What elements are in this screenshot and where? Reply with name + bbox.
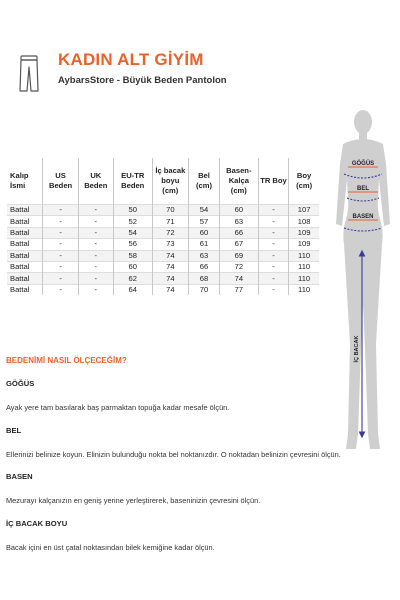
- col-header-hip: Basen-Kalça (cm): [219, 158, 258, 205]
- table-cell: 57: [189, 216, 220, 227]
- table-row: [7, 261, 319, 272]
- measurement-guide: [6, 356, 394, 565]
- table-cell: 60: [219, 205, 258, 216]
- table-cell: -: [78, 227, 113, 238]
- table-cell: -: [78, 284, 113, 295]
- guide-section-waist: [6, 426, 394, 461]
- table-cell: 73: [152, 239, 189, 250]
- table-row: [7, 216, 319, 227]
- table-cell: -: [43, 205, 78, 216]
- guide-section-inseam: [6, 519, 394, 554]
- table-cell: -: [43, 227, 78, 238]
- table-cell: 67: [219, 239, 258, 250]
- table-cell: 66: [219, 227, 258, 238]
- table-cell: 58: [113, 250, 152, 261]
- table-cell: 70: [189, 284, 220, 295]
- table-cell: Battal: [7, 205, 43, 216]
- guide-text: Bacak içini en üst çatal noktasından bilek kemiğine kadar ölçün.: [6, 542, 215, 552]
- table-cell: Battal: [7, 261, 43, 272]
- table-cell: 56: [113, 239, 152, 250]
- guide-heading: BASEN: [6, 472, 33, 481]
- svg-text:GÖĞÜS: GÖĞÜS: [351, 161, 375, 167]
- page-title: KADIN ALT GİYİM: [58, 50, 204, 69]
- table-cell: 109: [289, 227, 319, 238]
- table-cell: 63: [219, 216, 258, 227]
- table-cell: 71: [152, 216, 189, 227]
- table-cell: 60: [113, 261, 152, 272]
- table-cell: 110: [289, 261, 319, 272]
- table-row: [7, 239, 319, 250]
- pants-icon: [18, 55, 40, 93]
- table-cell: -: [43, 284, 78, 295]
- col-header-waist: Bel (cm): [189, 158, 220, 205]
- table-row: [7, 250, 319, 261]
- table-cell: 74: [152, 284, 189, 295]
- table-cell: 54: [189, 205, 220, 216]
- table-cell: 109: [289, 239, 319, 250]
- table-cell: Battal: [7, 273, 43, 284]
- table-cell: 63: [189, 250, 220, 261]
- table-cell: 77: [219, 284, 258, 295]
- table-cell: -: [78, 216, 113, 227]
- table-cell: -: [43, 273, 78, 284]
- guide-heading: GÖĞÜS: [6, 379, 35, 388]
- col-header-tr-height: TR Boy: [258, 158, 288, 205]
- table-cell: -: [43, 239, 78, 250]
- table-cell: -: [258, 227, 288, 238]
- table-cell: Battal: [7, 216, 43, 227]
- page-subtitle: AybarsStore - Büyük Beden Pantolon: [58, 75, 227, 86]
- table-cell: -: [78, 261, 113, 272]
- size-chart-table: [7, 158, 319, 295]
- table-cell: -: [78, 239, 113, 250]
- col-header-pattern: Kalıp İsmi: [7, 158, 43, 205]
- table-cell: -: [78, 205, 113, 216]
- table-cell: 74: [152, 261, 189, 272]
- table-row: [7, 284, 319, 295]
- table-row: [7, 227, 319, 238]
- page-header: [18, 50, 388, 94]
- table-cell: 110: [289, 284, 319, 295]
- table-cell: -: [43, 261, 78, 272]
- table-cell: 110: [289, 250, 319, 261]
- table-cell: -: [258, 273, 288, 284]
- guide-section-hip: [6, 472, 394, 507]
- chest-label: [348, 159, 378, 167]
- table-cell: 108: [289, 216, 319, 227]
- table-cell: 54: [113, 227, 152, 238]
- table-cell: 64: [113, 284, 152, 295]
- table-row: [7, 273, 319, 284]
- table-cell: Battal: [7, 227, 43, 238]
- table-cell: -: [258, 284, 288, 295]
- svg-text:BEL: BEL: [357, 186, 369, 192]
- table-cell: 68: [189, 273, 220, 284]
- guide-text: Ellerinizi belinize koyun. Elinizin bulunduğu nokta bel noktanızdır. O noktadan belinizin çevresini ölçün.: [6, 449, 341, 459]
- guide-section-chest: [6, 379, 394, 414]
- table-cell: 72: [152, 227, 189, 238]
- table-cell: -: [258, 239, 288, 250]
- col-header-inseam: İç bacak boyu (cm): [152, 158, 189, 205]
- col-header-uk: UK Beden: [78, 158, 113, 205]
- table-cell: 61: [189, 239, 220, 250]
- table-cell: -: [258, 261, 288, 272]
- table-header-row: [7, 158, 319, 205]
- col-header-eu-tr: EU-TR Beden: [113, 158, 152, 205]
- col-header-us: US Beden: [43, 158, 78, 205]
- table-cell: 110: [289, 273, 319, 284]
- table-cell: Battal: [7, 250, 43, 261]
- hip-label: [348, 214, 378, 220]
- guide-heading: BEL: [6, 425, 22, 435]
- table-cell: 74: [152, 250, 189, 261]
- table-cell: -: [43, 250, 78, 261]
- table-cell: 72: [219, 261, 258, 272]
- table-cell: -: [43, 216, 78, 227]
- table-cell: -: [78, 273, 113, 284]
- table-cell: 66: [189, 261, 220, 272]
- svg-text:BASEN: BASEN: [352, 214, 374, 220]
- table-cell: -: [78, 250, 113, 261]
- inseam-label: İÇ BACAK: [354, 335, 360, 363]
- table-cell: -: [258, 216, 288, 227]
- guide-title: BEDENİMİ NASIL ÖLÇECEĞİM?: [6, 356, 127, 365]
- table-cell: -: [258, 205, 288, 216]
- table-cell: 60: [189, 227, 220, 238]
- guide-text: Ayak yere tam basılarak baş parmaktan topuğa kadar mesafe ölçün.: [6, 403, 230, 412]
- table-row: [7, 205, 319, 216]
- table-cell: 74: [219, 273, 258, 284]
- table-cell: 107: [289, 205, 319, 216]
- table-cell: Battal: [7, 284, 43, 295]
- table-cell: 62: [113, 273, 152, 284]
- table-cell: 69: [219, 250, 258, 261]
- guide-text: Mezurayı kalçanızın en geniş yerine yerleştirerek, baseninizin çevresini ölçün.: [6, 496, 261, 505]
- table-cell: 74: [152, 273, 189, 284]
- guide-heading: İÇ BACAK BOYU: [6, 518, 68, 528]
- table-cell: Battal: [7, 239, 43, 250]
- table-cell: 70: [152, 205, 189, 216]
- col-header-height: Boy (cm): [296, 171, 313, 190]
- table-cell: -: [258, 250, 288, 261]
- table-cell: 50: [113, 205, 152, 216]
- table-cell: 52: [113, 216, 152, 227]
